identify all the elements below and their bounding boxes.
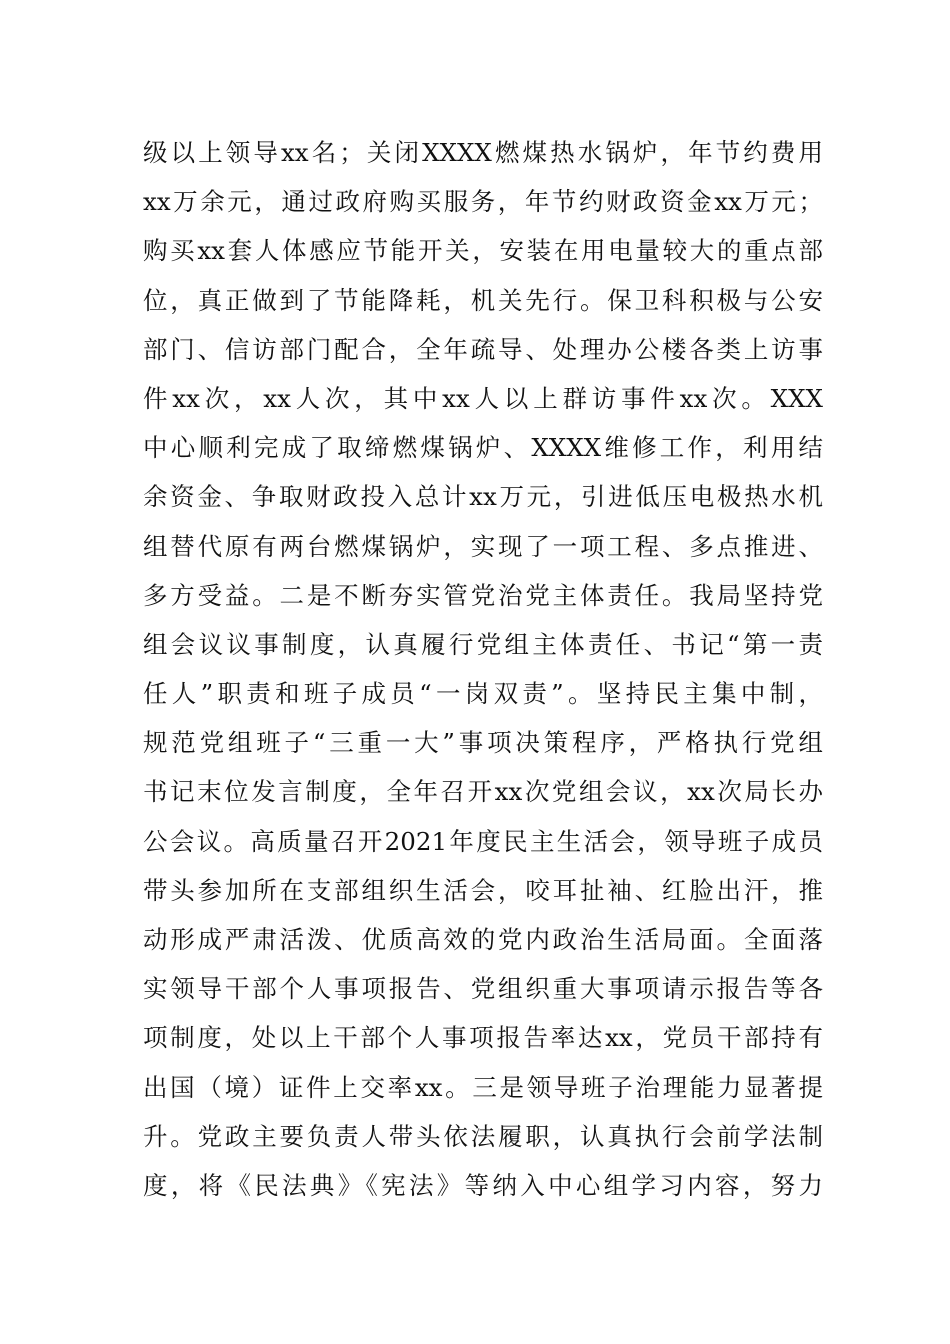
text-line-21: 升。党政主要负责人带头依法履职，认真执行会前学法制: [143, 1121, 823, 1151]
text-line-11: 组会议议事制度，认真履行党组主体责任、书记“第一责: [143, 629, 823, 659]
text-line-5: 部门、信访部门配合，全年疏导、处理办公楼各类上访事: [143, 334, 823, 364]
text-line-12: 任人”职责和班子成员“一岗双责”。坚持民主集中制，: [143, 679, 823, 709]
text-line-19: 项制度，处以上干部个人事项报告率达xx，党员干部持有: [143, 1023, 823, 1053]
text-line-17: 动形成严肃活泼、优质高效的党内政治生活局面。全面落: [143, 925, 823, 954]
text-line-1: 级以上领导xx名；关闭XXXX燃煤热水锅炉，年节约费用: [143, 138, 823, 167]
text-line-20: 出国（境）证件上交率xx。三是领导班子治理能力显著提: [143, 1072, 823, 1102]
text-line-4: 位，真正做到了节能降耗，机关先行。保卫科积极与公安: [143, 285, 823, 315]
text-line-10: 多方受益。二是不断夯实管党治党主体责任。我局坚持党: [143, 580, 823, 610]
text-line-14: 书记末位发言制度，全年召开xx次党组会议，xx次局长办: [143, 777, 823, 807]
text-line-9: 组替代原有两台燃煤锅炉，实现了一项工程、多点推进、: [143, 531, 823, 561]
text-line-22: 度，将《民法典》《宪法》等纳入中心组学习内容，努力: [143, 1170, 823, 1200]
text-line-3: 购买xx套人体感应节能开关，安装在用电量较大的重点部: [143, 236, 823, 266]
text-line-15: 公会议。高质量召开2021年度民主生活会，领导班子成员: [143, 826, 823, 856]
text-line-16: 带头参加所在支部组织生活会，咬耳扯袖、红脸出汗，推: [143, 875, 823, 905]
body-text: [143, 128, 823, 1210]
text-line-2: xx万余元，通过政府购买服务，年节约财政资金xx万元；: [143, 187, 823, 217]
text-line-7: 中心顺利完成了取缔燃煤锅炉、XXXX维修工作，利用结: [143, 433, 823, 463]
text-line-18: 实领导干部个人事项报告、党组织重大事项请示报告等各: [143, 974, 823, 1004]
text-line-13: 规范党组班子“三重一大”事项决策程序，严格执行党组: [143, 728, 823, 758]
text-line-8: 余资金、争取财政投入总计xx万元，引进低压电极热水机: [143, 482, 823, 512]
text-line-6: 件xx次，xx人次，其中xx人以上群访事件xx次。XXX: [143, 383, 823, 413]
